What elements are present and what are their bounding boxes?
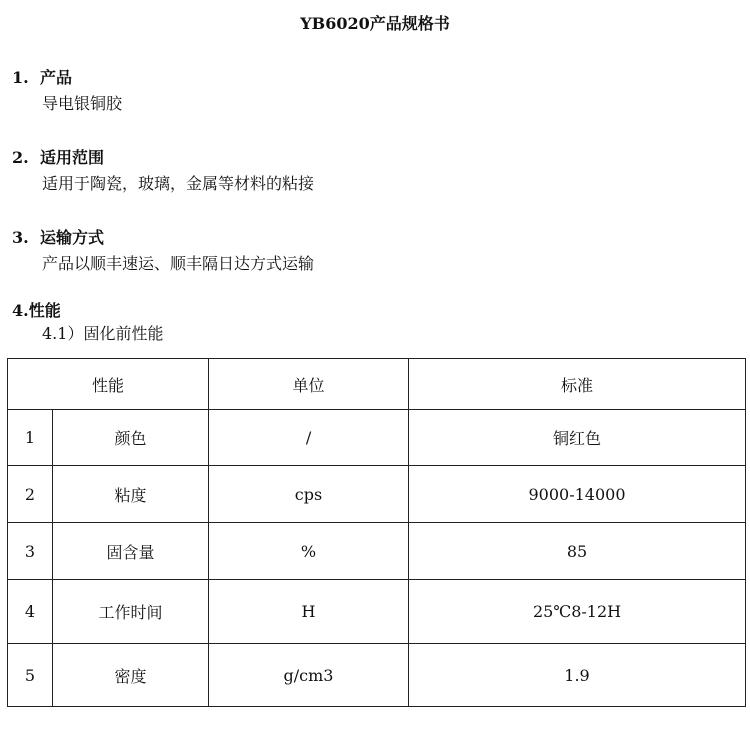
row-unit: H (209, 580, 409, 644)
section-performance (12, 299, 732, 346)
table-row (8, 644, 746, 707)
section-heading (12, 146, 732, 170)
section-title: 性能 (28, 301, 61, 320)
section-subheading: 4.1）固化前性能 (42, 324, 164, 343)
section-title: 产品 (40, 68, 73, 87)
header-standard: 标准 (409, 359, 746, 410)
row-standard: 25℃8-12H (409, 580, 746, 644)
row-property: 密度 (53, 644, 209, 707)
section-number: 2. (12, 148, 29, 167)
table-header-row (8, 359, 746, 410)
row-index: 3 (8, 523, 53, 580)
row-index: 4 (8, 580, 53, 644)
row-unit: / (209, 410, 409, 466)
row-standard: 铜红色 (409, 410, 746, 466)
spec-table (7, 358, 746, 707)
section-heading (12, 226, 732, 250)
document-title: YB6020产品规格书 (300, 14, 450, 33)
section-shipping (12, 226, 732, 276)
table-row (8, 410, 746, 466)
section-title: 适用范围 (40, 148, 105, 167)
row-index: 5 (8, 644, 53, 707)
section-number: 3. (12, 228, 29, 247)
section-scope (12, 146, 732, 196)
row-index: 2 (8, 466, 53, 523)
row-unit: cps (209, 466, 409, 523)
table-row (8, 466, 746, 523)
section-body: 产品以顺丰速运、顺丰隔日达方式运输 (42, 254, 315, 273)
section-number: 1. (12, 68, 29, 87)
section-heading (12, 299, 732, 323)
row-unit: g/cm3 (209, 644, 409, 707)
table-row (8, 580, 746, 644)
section-number: 4. (12, 301, 29, 320)
section-title: 运输方式 (40, 228, 105, 247)
row-property: 固含量 (53, 523, 209, 580)
table-row (8, 523, 746, 580)
row-standard: 9000-14000 (409, 466, 746, 523)
row-standard: 1.9 (409, 644, 746, 707)
row-unit: % (209, 523, 409, 580)
section-body: 适用于陶瓷，玻璃，金属等材料的粘接 (42, 174, 315, 193)
row-property: 粘度 (53, 466, 209, 523)
header-property: 性能 (8, 359, 209, 410)
row-standard: 85 (409, 523, 746, 580)
header-unit: 单位 (209, 359, 409, 410)
row-index: 1 (8, 410, 53, 466)
section-product (12, 66, 732, 116)
row-property: 工作时间 (53, 580, 209, 644)
section-heading (12, 66, 732, 90)
row-property: 颜色 (53, 410, 209, 466)
section-body: 导电银铜胶 (42, 94, 123, 113)
